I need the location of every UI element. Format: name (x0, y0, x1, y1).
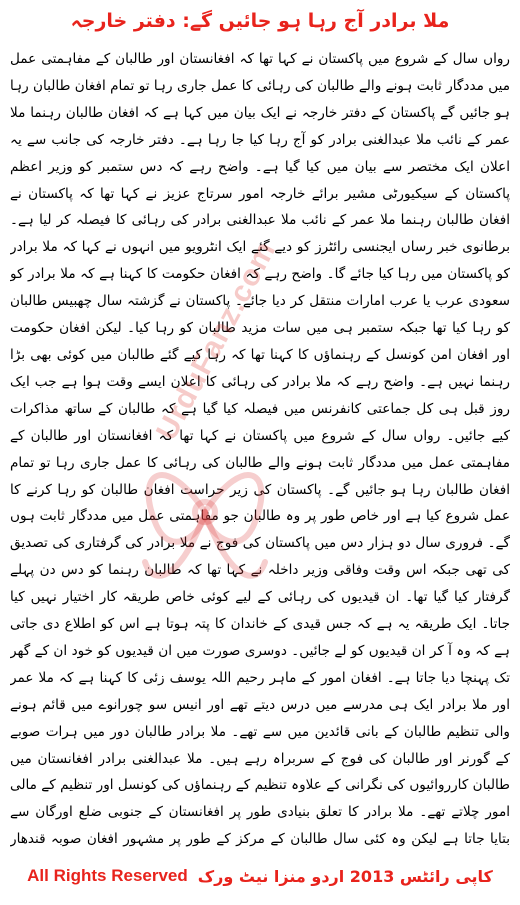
copyright-footer (0, 862, 520, 890)
article-paragraph: رواں سال کے شروع میں پاکستان نے کہا تھا کہ افغانستان اور طالبان کے مفاہمتی عمل میں مددگار ثابت ہونے والے طالبان کی رہائی کا عمل جاری رہا تو تمام افغان طالبان رہا ہو جائیں گے پاکستان کے دفتر خارجہ نے ایک بیان میں کہا ہے کہ افغان طالبان رہنما ملا عمر کے نائب ملا عبدالغنی برادر کو آج رہا کیا جا رہا ہے۔ دفتر خارجہ کی جانب سے یہ اعلان ایک مختصر سے بیان میں کیا گیا ہے۔ واضح رہے کہ دس ستمبر کو وزیر اعظم پاکستان کے سیکیورٹی مشیر برائے خارجہ امور سرتاج عزیز نے کہا تھا کہ پاکستان نے افغان طالبان رہنما ملا عمر کے نائب ملا عبدالغنی برادر کی رہائی کا فیصلہ کر لیا ہے۔ برطانوی خبر رساں ایجنسی رائٹرز کو دیے گئے ایک انٹرویو میں انہوں نے کہا کہ ملا برادر کو پاکستان میں رہا کیا جائے گا۔ واضح رہے کہ افغان حکومت کا کہنا ہے کہ ملا برادر کو سعودی عرب یا عرب امارات منتقل کر دیا جائے۔ پاکستان نے گزشتہ سال چھبیس طالبان کو رہا کیا تھا جبکہ ستمبر ہی میں سات مزید طالبان کو رہا کیا۔ لیکن افغان حکومت اور افغان امن کونسل کے رہنماؤں کا کہنا تھا کہ رہا کیے گئے طالبان میں کوئی بھی بڑا رہنما نہیں ہے۔ واضح رہے کہ ملا برادر کی رہائی کا اعلان ایسے وقت ہوا ہے جب ایک روز قبل ہی کل جماعتی کانفرنس میں فیصلہ کیا گیا ہے کہ طالبان کے ساتھ مذاکرات کیے جائیں۔ رواں سال کے شروع میں پاکستان نے کہا تھا کہ افغانستان اور طالبان کے مفاہمتی عمل میں مددگار ثابت ہونے والے طالبان کی رہائی کا عمل جاری رہا تو تمام افغان طالبان رہا ہو جائیں گے۔ پاکستان کی زیر حراست افغان طالبان کو رہا کرنے کا عمل شروع کیا ہے اور خاص طور پر وہ طالبان جو مفاہمتی عمل میں مددگار ثابت ہوں گے۔ فروری سال دو ہزار دس میں پاکستان کی فوج نے ملا برادر کی گرفتاری کی تصدیق کی تھی جبکہ اس وقت وفاقی وزیر داخلہ نے کہا تھا کہ طالبان رہنما کو دس دن پہلے گرفتار کیا گیا تھا۔ ان قیدیوں کی رہائی کے لیے کوئی خاص طریقہ کار اختیار نہیں کیا جاتا۔ ایک طریقہ یہ ہے کہ جس قیدی کے خاندان کا پتہ ہوتا ہے اس کو اطلاع دی جاتی ہے کہ وہ آ کر ان قیدیوں کو لے جائیں۔ دوسری صورت میں ان قیدیوں کو خود ان کے گھر تک پہنچا دیا جاتا ہے۔ افغان امور کے ماہر رحیم اللہ یوسف زئی کا کہنا ہے کہ ملا عمر اور ملا برادر ایک ہی مدرسے میں درس دیتے تھے اور انیس سو چورانوے میں قائم ہونے والی تنظیم طالبان کے بانی قائدین میں سے تھے۔ ملا برادر طالبان دور میں ہرات صوبے کے گورنر اور طالبان کی فوج کے سربراہ رہے ہیں۔ ملا عبدالغنی برادر افغانستان میں طالبان کارروائیوں کی نگرانی کے علاوہ تنظیم کے رہنماؤں کی کونسل اور تنظیم کے مالی امور چلاتے تھے۔ ملا برادر کا تعلق بنیادی طور پر افغانستان کے جنوبی ضلع اورگان سے بتایا جاتا ہے لیکن وہ کئی سال طالبان کے مرکز کے طور پر مشہور افغان صوبہ قندھار (10, 51, 510, 848)
site-watermark: UrduFanz.com (150, 235, 283, 446)
copyright-english: All Rights Reserved (27, 866, 188, 885)
article-body (10, 46, 510, 854)
article-headline: ملا برادر آج رہا ہو جائیں گے: دفتر خارجہ (70, 10, 450, 32)
copyright-urdu: کاپی رائٹس 2013 اردو منزا نیٹ ورک (197, 866, 493, 886)
